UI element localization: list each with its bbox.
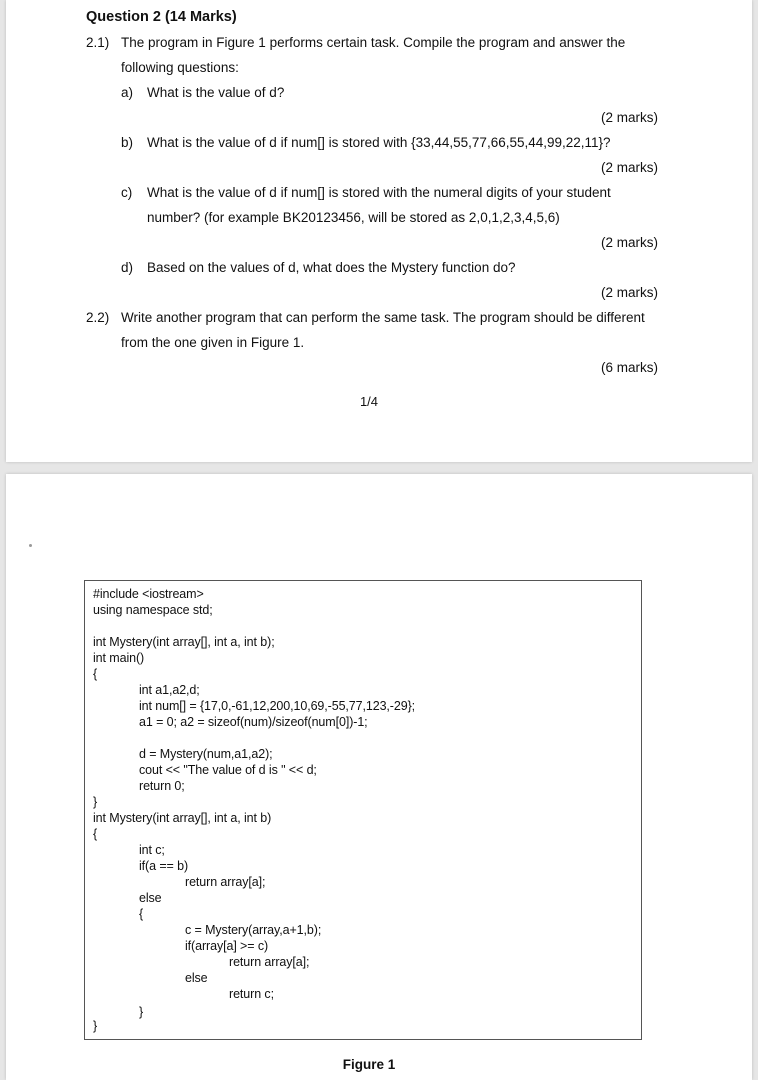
code-line: return array[a]; (185, 875, 266, 889)
code-line: int main() (93, 651, 145, 665)
code-line: { (139, 907, 144, 921)
code-line: d = Mystery(num,a1,a2); (139, 747, 273, 761)
code-listing-box (84, 580, 642, 1040)
exam-page-1 (6, 0, 752, 462)
qa-label: a) (121, 85, 134, 100)
qc-text-line-2: number? (for example BK20123456, will be stored as 2,0,1,2,3,4,5,6) (147, 210, 560, 225)
exam-page-2 (6, 474, 752, 1080)
code-line: cout << "The value of d is " << d; (139, 763, 317, 777)
qb-marks: (2 marks) (601, 160, 658, 175)
q21-number: 2.1) (86, 35, 110, 50)
page-number: 1/4 (359, 394, 379, 409)
code-line: return array[a]; (229, 955, 310, 969)
qd-marks: (2 marks) (601, 285, 658, 300)
code-line: else (139, 891, 162, 905)
code-line: if(a == b) (139, 859, 189, 873)
q21-text-line-2: following questions: (121, 60, 239, 75)
code-line: { (93, 667, 98, 681)
qb-text: What is the value of d if num[] is stored with {33,44,55,77,66,55,44,99,22,11}? (147, 135, 611, 150)
qd-label: d) (121, 260, 134, 275)
code-line: } (93, 795, 98, 809)
code-line: { (93, 827, 98, 841)
code-line: } (93, 1019, 98, 1033)
qa-marks: (2 marks) (601, 110, 658, 125)
q22-number: 2.2) (86, 310, 110, 325)
code-line: int a1,a2,d; (139, 683, 200, 697)
q22-text-line-1: Write another program that can perform the same task. The program should be different (121, 310, 645, 325)
code-line: using namespace std; (93, 603, 213, 617)
q22-text-line-2: from the one given in Figure 1. (121, 335, 305, 350)
code-line: if(array[a] >= c) (185, 939, 269, 953)
figure-caption: Figure 1 (342, 1057, 396, 1072)
code-line: a1 = 0; a2 = sizeof(num)/sizeof(num[0])-1; (139, 715, 368, 729)
qc-label: c) (121, 185, 133, 200)
code-line: return 0; (139, 779, 185, 793)
qb-label: b) (121, 135, 134, 150)
code-line: int num[] = {17,0,-61,12,200,10,69,-55,77,123,-29}; (139, 699, 416, 713)
code-line: #include <iostream> (93, 587, 204, 601)
code-line: c = Mystery(array,a+1,b); (185, 923, 322, 937)
qd-text: Based on the values of d, what does the Mystery function do? (147, 260, 516, 275)
speck-mark (29, 544, 32, 547)
code-line: else (185, 971, 208, 985)
question-heading: Question 2 (14 Marks) (86, 9, 237, 25)
qc-text-line-1: What is the value of d if num[] is stored with the numeral digits of your student (147, 185, 611, 200)
q22-marks: (6 marks) (601, 360, 658, 375)
code-line: return c; (229, 987, 274, 1001)
qc-marks: (2 marks) (601, 235, 658, 250)
qa-text: What is the value of d? (147, 85, 285, 100)
q21-text-line-1: The program in Figure 1 performs certain task. Compile the program and answer the (121, 35, 626, 50)
code-line: int Mystery(int array[], int a, int b); (93, 635, 275, 649)
code-line: int c; (139, 843, 165, 857)
code-line: int Mystery(int array[], int a, int b) (93, 811, 272, 825)
code-line: } (139, 1005, 144, 1019)
